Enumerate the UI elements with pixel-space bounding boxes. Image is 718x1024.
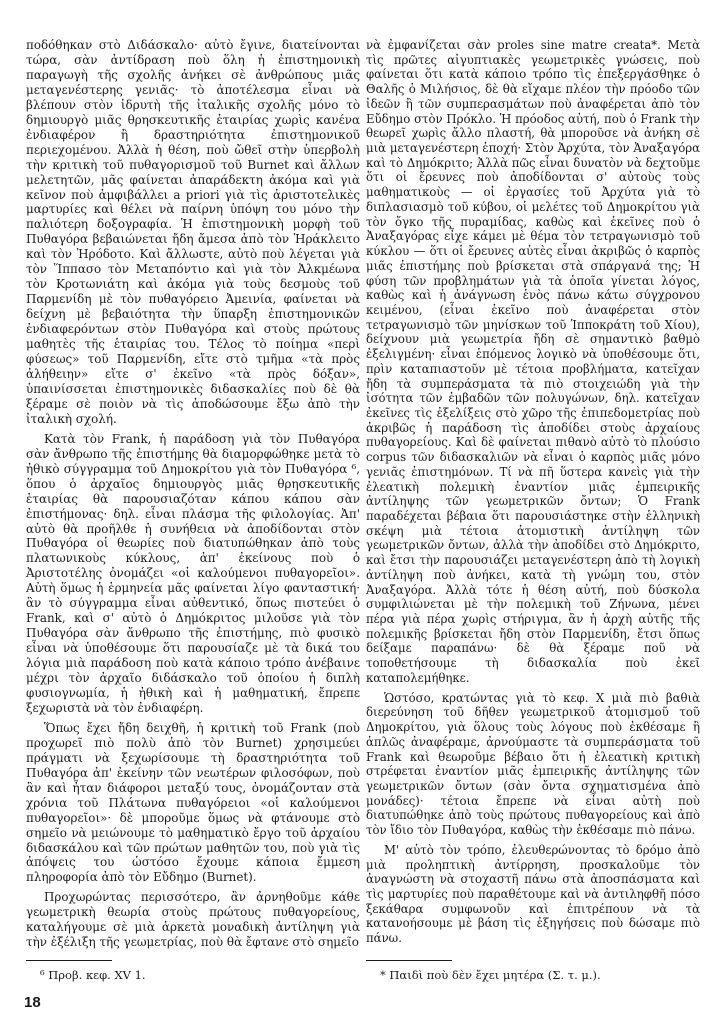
- right-paragraph-2: Ὡστόσο, κρατώντας γιὰ τὸ κεφ. X μιὰ πιὸ βαθιὰ διερεύνηση τοῦ δῆθεν γεωμετρικοῦ ἀτομισμοῦ τοῦ Δημοκρίτου, γιὰ ὅλους τοὺς λόγους ποὺ ἐκθέσαμε ἢ ἁπλῶς ἀναφέραμε, ἀρνούμαστε τὰ συμπεράσματα τοῦ Frank καὶ θεωροῦμε βέβαιο ὅτι ἡ ἐλεατικὴ κριτικὴ στρέφεται ἐναντίον μιᾶς ἐμπειρικῆς ἀντίληψης τῶν γεωμετρικῶν ὄντων (σὰν ὄντα σχηματισμένα ἀπὸ μονάδες)· τέτοια ἔπρεπε νὰ εἶναι αὐτὴ ποὺ διατυπώθηκε ἀπὸ τοὺς πρώτους πυθαγορείους καὶ ἀπὸ τὸν ἴδιο τὸν Πυθαγόρα, καθὼς τὴν ἐκθέσαμε πιὸ πάνω.: [366, 690, 700, 838]
- page-number: 18: [24, 994, 41, 1011]
- right-paragraph-1: νὰ ἐμφανίζεται σὰν proles sine matre creata*. Μετὰ τὶς πρῶτες αἰγυπτιακὲς γεωμετρικὲς γνώσεις, ποὺ φαίνεται ὅτι κατὰ κάποιο τρόπο τὶς ἐπεξεργάσθηκε ὁ Θαλῆς ὁ Μιλήσιος, δὲ θὰ εἴχαμε πλέον τὴν πρόοδο τῶν ἰδεῶν ἢ τῶν συμπερασμάτων ποὺ ἀναφέρεται ἀπὸ τὸν Εὔδημο στὸν Πρόκλο. Ἡ πρόοδος αὐτή, ποὺ ὁ Frank τὴν θεωρεῖ χωρὶς ἄλλο πλαστή, θὰ μποροῦσε νὰ ἀνήκη σὲ μιὰ μεταγενέστερη ἐποχή· Στὸν Ἀρχύτα, τὸν Ἀναξαγόρα καὶ τὸ Δημόκριτο; Ἀλλὰ πῶς εἶναι δυνατὸν νὰ δεχτοῦμε ὅτι οἱ ἔρευνες ποὺ ἀποδίδονται σ' αὐτοὺς τοὺς μαθηματικοὺς — οἱ ἐργασίες τοῦ Ἀρχύτα γιὰ τὸ διπλασιασμὸ τοῦ κύβου, οἱ μελέτες τοῦ Δημοκρίτου γιὰ τὸν ὄγκο τῆς πυραμίδας, καθὼς καὶ ἐκεῖνες ποὺ ὁ Ἀναξαγόρας εἶχε κάμει μὲ θέμα τὸν τετραγωνισμὸ τοῦ κύκλου — ὅτι οἱ ἔρευνες αὐτὲς εἶναι ἀκριβῶς ὁ καρπὸς μιᾶς ἐπιστήμης ποὺ βρίσκεται στὰ σπάργανά της; Ἡ φύση τῶν προβλημάτων γιὰ τὰ ὁποῖα γίνεται λόγος, καθὼς καὶ ἡ ἀνάγνωση ἑνὸς πάνω κάτω σύγχρονου κειμένου, (εἶναι ἐκεῖνο ποὺ ἀναφέρεται στὸν τετραγωνισμὸ τῶν μηνίσκων τοῦ Ἱπποκράτη τοῦ Χίου), δείχνουν μιὰ γεωμετρία ἤδη σὲ σημαντικὸ βαθμὸ ἐξελιγμένη· εἶναι ἑπόμενος λογικὸ νὰ ὑποθέσουμε ὅτι, πρὶν καταπιαστοῦν μὲ τέτοια προβλήματα, κατεῖχαν ἤδη τὰ συμπεράσματα τὰ πιὸ στοιχειώδη γιὰ τὴν ἰσότητα τῶν ἐμβαδῶν τῶν πολυγώνων, δηλ. κατεῖχαν ἐκεῖνες τὶς ἐξελίξεις στὸ χῶρο τῆς ἐπιπεδομετρίας ποὺ ἀκριβῶς ἡ παράδοση τὶς ἀποδίδει στοὺς ἀρχαίους πυθαγορείους. Καὶ δὲ φαίνεται πιθανὸ αὐτὸ τὸ πλούσιο corpus τῶν διδασκαλιῶν νὰ εἶναι ὁ καρπὸς μιᾶς μόνο γενιᾶς ἐπιστημόνων. Τί νὰ πῆ ὕστερα κανεὶς γιὰ τὴν ἐλεατικὴ πολεμικὴ ἐναντίον μιᾶς ἐμπειρικῆς ἀντίληψης τῶν γεωμετρικῶν ὄντων; Ὁ Frank παραδέχεται βέβαια ὅτι παρουσιάστηκε στὴν ἑλληνικὴ σκέψη μιὰ τέτοια ἀτομιστικὴ ἀντίληψη τῶν γεωμετρικῶν ὄντων, ἀλλὰ τὴν ἀποδίδει στὸ Δημόκριτο, καὶ ἔτσι τὴν παρουσιάζει μεταγενέστερη ἀπὸ τὴ λογικὴ ἀντίληψη ποὺ ἀνήκει, κατὰ τὴ γνώμη του, στὸν Ἀναξαγόρα. Ἀλλὰ τότε ἡ θέση αὐτή, ποὺ δύσκολα συμφιλιώνεται μὲ τὴν πολεμικὴ τοῦ Ζήνωνα, μένει πέρα γιὰ πέρα χωρὶς στήριγμα, ἂν ἡ ἀρχὴ αὐτῆς τῆς πολεμικῆς βρίσκεται ἤδη στὸν Παρμενίδη, ἔτσι ὅπως δείξαμε παραπάνω· δὲ θὰ ξέραμε ποῦ νὰ τοποθετήσουμε τὴ διδασκαλία ποὺ ἐκεῖ καταπολεμήθηκε.: [366, 38, 700, 685]
- right-paragraph-3: Μ' αὐτὸ τὸν τρόπο, ἐλευθερώνοντας τὸ δρόμο ἀπὸ μιὰ προληπτικὴ ἀντίρρηση, προσκαλοῦμε τὸν ἀναγνώστη νὰ στοχαστῆ πάνω στὰ ἀποσπάσματα καὶ τὶς μαρτυρίες ποὺ παραθέτουμε καὶ νὰ ἀντιληφθῆ πόσο ξεκάθαρα συμφωνοῦν καὶ ἐπιτρέπουν νὰ τὰ κατανοήσουμε μὲ βάση τὶς ἐξηγήσεις ποὺ δώσαμε πιὸ πάνω.: [366, 842, 700, 946]
- left-paragraph-4: Προχωρώντας περισσότερο, ἂν ἀρνηθοῦμε κάθε γεωμετρικὴ θεωρία στοὺς πρώτους πυθαγορείους, καταλήγουμε σὲ μιὰ ἀρκετὰ μοναδικὴ ἀντίληψη γιὰ τὴν ἐξέλιξη τῆς γεωμετρίας, ποὺ θὰ ἔφτανε στὸ σημεῖο: [26, 890, 360, 950]
- footnote-divider-right: [366, 960, 452, 961]
- footnote-left: ⁶ Προβ. κεφ. XV 1.: [40, 968, 146, 982]
- right-column: [366, 38, 700, 946]
- footnote-right: * Παιδὶ ποὺ δὲν ἔχει μητέρα (Σ. τ. μ.).: [380, 968, 601, 982]
- left-paragraph-3: Ὅπως ἔχει ἤδη δειχθῆ, ἡ κριτικὴ τοῦ Frank (ποὺ προχωρεῖ πιὸ πολὺ ἀπὸ τὸν Burnet) χρησιμεύει πράγματι νὰ ξεχωρίσουμε τὴ δραστηριότητα τοῦ Πυθαγόρα ἀπ' ἐκείνην τῶν νεωτέρων φιλοσόφων, ποὺ ἂν καὶ ἦταν διάφοροι μεταξύ τους, ὀνομάζονταν στὰ χρόνια τοῦ Πλάτωνα πυθαγόρειοι «οἱ καλούμενοι πυθαγορεῖοι»· δὲ μποροῦμε ὅμως νὰ φτάνουμε στὸ σημεῖο νὰ μειώνουμε τὸ μαθηματικὸ ἔργο τοῦ ἀρχαίου διδασκάλου καὶ τῶν πρώτων μαθητῶν του, ποὺ γιὰ τὶς ἀπόψεις του ὡστόσο ἔχουμε κάποια ἔμμεση πληροφορία ἀπὸ τὸν Εὔδημο (Burnet).: [26, 720, 360, 885]
- left-paragraph-2: Κατὰ τὸν Frank, ἡ παράδοση γιὰ τὸν Πυθαγόρα σὰν ἄνθρωπο τῆς ἐπιστήμης θὰ διαμορφώθηκε μετὰ τὸ ἠθικὸ σύγγραμμα τοῦ Δημοκρίτου γιὰ τὸν Πυθαγόρα ⁶, ὅπου ὁ ἀρχαῖος δημιουργὸς μιᾶς θρησκευτικῆς ἑταιρίας θὰ παρουσιαζόταν κάπου κάπου σὰν ἐπιστήμονας· δηλ. εἶναι πλάσμα τῆς φιλολογίας. Ἀπ' αὐτὸ θὰ προῆλθε ἡ συνήθεια νὰ ἀποδίδονται στὸν Πυθαγόρα οἱ θεωρίες ποὺ διατυπώθηκαν ἀπὸ τοὺς πλατωνικοὺς κύκλους, ἀπ' ἐκείνους ποὺ ὁ Ἀριστοτέλης ὀνομάζει «οἱ καλούμενοι πυθαγορεῖοι». Αὐτὴ ὅμως ἡ ἑρμηνεία μᾶς φαίνεται λίγο φανταστική· ἂν τὸ σύγγραμμα εἶναι αὐθεντικό, ὅπως πιστεύει ὁ Frank, καὶ σ' αὐτὸ ὁ Δημόκριτος μιλοῦσε γιὰ τὸν Πυθαγόρα σὰν ἄνθρωπο τῆς ἐπιστήμης, πιὸ φυσικὸ εἶναι νὰ ὑποθέσουμε ὅτι παρουσίαζε μὲ τὰ δικά του λόγια μιὰ παράδοση ποὺ κατὰ κάποιο τρόπο ἀνέβαινε μέχρι τὸν ἀρχαῖο διδάσκαλο τοῦ ὁποίου ἡ διπλὴ φυσιογνωμία, ἡ ἠθικὴ καὶ ἡ μαθηματική, ἔπρεπε ξεχωριστὰ νὰ τὸν ἐνδιαφέρη.: [26, 431, 360, 715]
- left-paragraph-1: ποδόθηκαν στὸ Διδάσκαλο· αὐτὸ ἔγινε, διατείνονται τώρα, σὰν ἀντίδραση ποὺ ὅλη ἡ ἐπιστημονικὴ παραγωγὴ τῆς σχολῆς ἀνήκει σὲ ἀνθρώπους μιᾶς μεταγενέστερης γενιᾶς· τὸ ἀποτέλεσμα εἶναι νὰ βλέπουν στὸν ἱδρυτὴ τῆς ἰταλικῆς σχολῆς μόνο τὸ δημιουργὸ μιᾶς θρησκευτικῆς ἑταιρίας χωρὶς κανένα ἐνδιαφέρον ἢ δραστηριότητα ἐπιστημονικοῦ περιεχομένου. Ἀλλὰ ἡ θέση, ποὺ ὤθεῖ στὴν ὑπερβολὴ τὴν κριτικὴ τοῦ πυθαγορισμοῦ τοῦ Burnet καὶ ἄλλων μελετητῶν, μᾶς φαίνεται ἀπαράδεκτη ἀκόμα καὶ γιὰ κεῖνον ποὺ ἀμφιβάλλει a priori γιὰ τὶς ἀριστοτελικὲς μαρτυρίες καὶ θέλει νὰ παίρνη ὑπόψη του μόνο τὴν παλιότερη δοξογραφία. Ἡ ἐπιστημονικὴ μορφὴ τοῦ Πυθαγόρα βεβαιώνεται ἤδη ἄμεσα ἀπὸ τὸν Ἡράκλειτο καὶ τὸν Ἡρόδοτο. Καὶ ἄλλωστε, αὐτὸ ποὺ λέγεται γιὰ τὸν Ἵππασο τὸν Μεταπόντιο καὶ γιὰ τὸν Ἀλκμέωνα τὸν Κροτωνιάτη καὶ ἀκόμα γιὰ τοὺς δεσμοὺς τοῦ Παρμενίδη μὲ τὸν πυθαγόρειο Ἀμεινία, φαίνεται νὰ δείχνη μὲ βεβαιότητα τὴν ὕπαρξη ἐπιστημονικῶν ἐνδιαφερόντων στὸν Πυθαγόρα καὶ στοὺς πρώτους μαθητὲς τῆς ἑταιρίας του. Τέλος τὸ ποίημα «περὶ φύσεως» τοῦ Παρμενίδη, εἴτε στὸ τμῆμα «τὰ πρὸς ἀλήθειην» εἴτε σ' ἐκεῖνο «τὰ πρὸς δόξαν», ὑπαινίσσεται ἐπιστημονικὲς διδασκαλίες ποὺ δὲ θὰ ξέραμε σὲ ποιὸν νὰ τὶς ἀποδώσουμε ἔξω ἀπὸ τὴν ἰταλικὴ σχολή.: [26, 38, 360, 426]
- footnote-divider-left: [26, 960, 112, 961]
- left-column: [26, 38, 360, 950]
